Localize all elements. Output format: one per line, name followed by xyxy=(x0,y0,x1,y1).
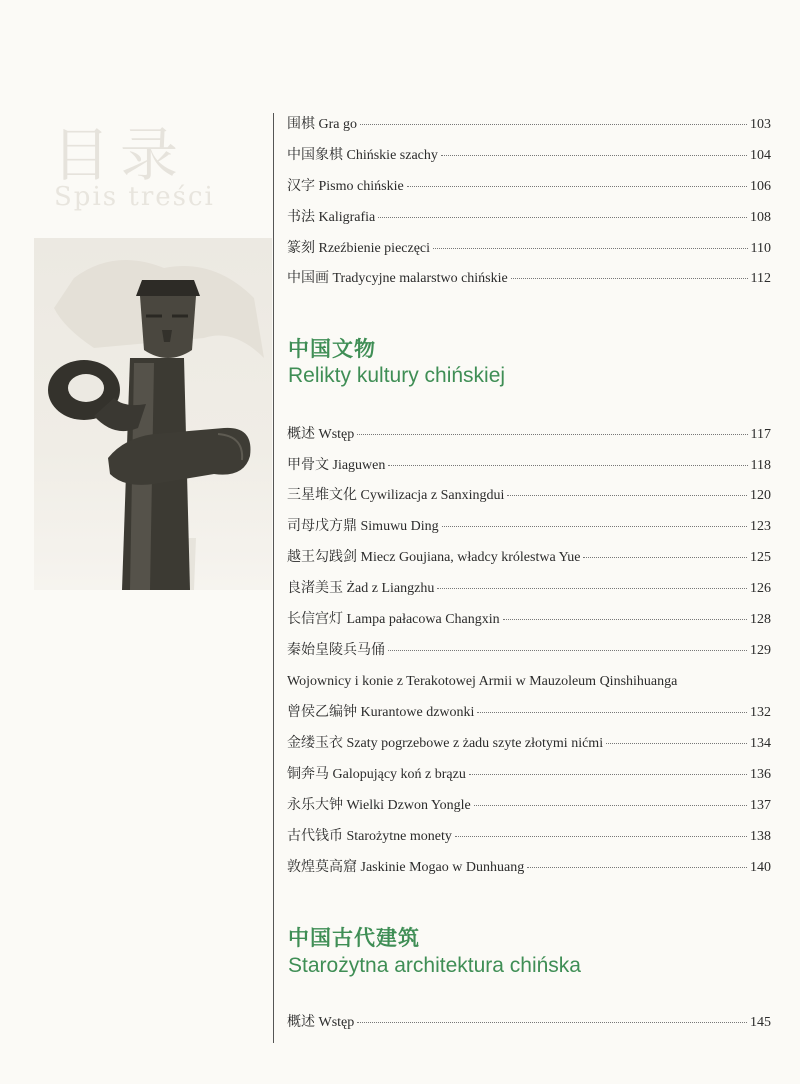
toc-entry-page: 140 xyxy=(750,860,771,875)
toc-entry-label: 秦始皇陵兵马俑 xyxy=(287,643,385,658)
toc-entry[interactable] xyxy=(287,455,771,477)
faded-title-cn: 目录 xyxy=(52,121,189,189)
toc-entry[interactable] xyxy=(287,176,771,198)
dot-leader xyxy=(437,578,747,589)
toc-entry-label: 古代钱币 Starożytne monety xyxy=(287,829,452,844)
toc-entry[interactable] xyxy=(287,702,771,724)
toc-entry[interactable] xyxy=(287,268,771,290)
toc-entry-page: 136 xyxy=(750,767,771,782)
toc-entry-page: 137 xyxy=(750,798,771,813)
toc-entry-label: 司母戊方鼎 Simuwu Ding xyxy=(287,519,439,534)
toc-entry-page: 104 xyxy=(750,148,771,163)
toc-entry[interactable] xyxy=(287,609,771,631)
toc-entry-page: 118 xyxy=(750,458,771,473)
toc-entry-page: 103 xyxy=(750,117,771,132)
toc-entry-page: 108 xyxy=(750,210,771,225)
toc-entry-label: 曾侯乙编钟 Kurantowe dzwonki xyxy=(287,705,475,720)
bronze-figure-illustration xyxy=(34,238,272,590)
bronze-statue-photo xyxy=(34,238,272,590)
dot-leader xyxy=(469,764,747,775)
toc-entry-label: 良渚美玉 Żad z Liangzhu xyxy=(287,581,435,596)
toc-entry[interactable] xyxy=(287,516,771,538)
toc-entry-label: 永乐大钟 Wielki Dzwon Yongle xyxy=(287,798,471,813)
toc-entry[interactable] xyxy=(287,424,771,446)
dot-leader xyxy=(378,207,747,218)
toc-entry[interactable] xyxy=(287,1012,771,1034)
toc-entry-label: 三星堆文化 Cywilizacja z Sanxingdui xyxy=(287,488,505,503)
dot-leader xyxy=(477,702,747,713)
toc-entry[interactable] xyxy=(287,145,771,167)
toc-entry-label: 中国画 Tradycyjne malarstwo chińskie xyxy=(287,271,508,286)
section-title-pl: Relikty kultury chińskiej xyxy=(288,364,506,387)
toc-entry-label: 围棋 Gra go xyxy=(287,117,357,132)
toc-entry[interactable] xyxy=(287,547,771,569)
toc-entry-label: 书法 Kaligrafia xyxy=(287,210,376,225)
vertical-divider xyxy=(273,113,274,1043)
toc-entry-label: 铜奔马 Galopujący koń z brązu xyxy=(287,767,466,782)
toc-entry-page: 125 xyxy=(750,550,771,565)
toc-entry[interactable] xyxy=(287,640,771,662)
toc-entry-continuation: Wojownicy i konie z Terakotowej Armii w Mauzoleum Qinshihuanga xyxy=(287,674,678,689)
dot-leader xyxy=(583,547,747,558)
toc-entry[interactable] xyxy=(287,238,771,260)
toc-entry[interactable] xyxy=(287,114,771,136)
toc-entry-page: 106 xyxy=(750,179,771,194)
dot-leader xyxy=(357,1012,747,1023)
toc-entry-page: 129 xyxy=(750,643,771,658)
dot-leader xyxy=(503,609,747,620)
toc-entry-page: 117 xyxy=(750,427,771,442)
dot-leader xyxy=(455,826,747,837)
toc-entry-label: 中国象棋 Chińskie szachy xyxy=(287,148,438,163)
toc-entry-label: 汉字 Pismo chińskie xyxy=(287,179,404,194)
toc-entry[interactable] xyxy=(287,485,771,507)
toc-entry[interactable] xyxy=(287,207,771,229)
toc-entry-label: 甲骨文 Jiaguwen xyxy=(287,458,386,473)
toc-entry[interactable] xyxy=(287,857,771,879)
toc-entry[interactable] xyxy=(287,795,771,817)
toc-entry-page: 120 xyxy=(750,488,771,503)
dot-leader xyxy=(360,114,747,125)
dot-leader xyxy=(442,516,747,527)
toc-entry-label: 越王勾践剑 Miecz Goujiana, władcy królestwa Yue xyxy=(287,550,581,565)
toc-entry[interactable] xyxy=(287,826,771,848)
toc-entry[interactable] xyxy=(287,733,771,755)
toc-entry[interactable] xyxy=(287,764,771,786)
dot-leader xyxy=(507,485,747,496)
toc-entry-page: 145 xyxy=(750,1015,771,1030)
toc-entry[interactable] xyxy=(287,578,771,600)
dot-leader xyxy=(474,795,747,806)
section-title-cn: 中国古代建筑 xyxy=(288,926,420,950)
toc-entry-label: 概述 Wstęp xyxy=(287,427,355,442)
toc-entry-label: 概述 Wstęp xyxy=(287,1015,355,1030)
section-title-cn: 中国文物 xyxy=(288,337,376,361)
toc-entry-page: 138 xyxy=(750,829,771,844)
dot-leader xyxy=(441,145,747,156)
toc-entry-label: 篆刻 Rzeźbienie pieczęci xyxy=(287,241,431,256)
dot-leader xyxy=(357,424,747,435)
toc-entry-label: 金缕玉衣 Szaty pogrzebowe z żadu szyte złotymi nićmi xyxy=(287,736,604,751)
toc-entry-page: 112 xyxy=(750,271,771,286)
section-title-pl: Starożytna architektura chińska xyxy=(288,954,581,977)
toc-entry-page: 123 xyxy=(750,519,771,534)
faded-title-pl: Spis treści xyxy=(54,182,215,212)
toc-entry-page: 126 xyxy=(750,581,771,596)
toc-entry-page: 132 xyxy=(750,705,771,720)
toc-entry-label: 敦煌莫高窟 Jaskinie Mogao w Dunhuang xyxy=(287,860,525,875)
dot-leader xyxy=(606,733,747,744)
toc-entry-page: 110 xyxy=(750,241,771,256)
toc-entry-page: 128 xyxy=(750,612,771,627)
dot-leader xyxy=(388,455,747,466)
dot-leader xyxy=(433,238,747,249)
dot-leader xyxy=(407,176,747,187)
dot-leader xyxy=(527,857,747,868)
dot-leader xyxy=(388,640,747,651)
toc-entry-page: 134 xyxy=(750,736,771,751)
toc-entry-label: 长信宫灯 Lampa pałacowa Changxin xyxy=(287,612,500,627)
dot-leader xyxy=(511,268,748,279)
